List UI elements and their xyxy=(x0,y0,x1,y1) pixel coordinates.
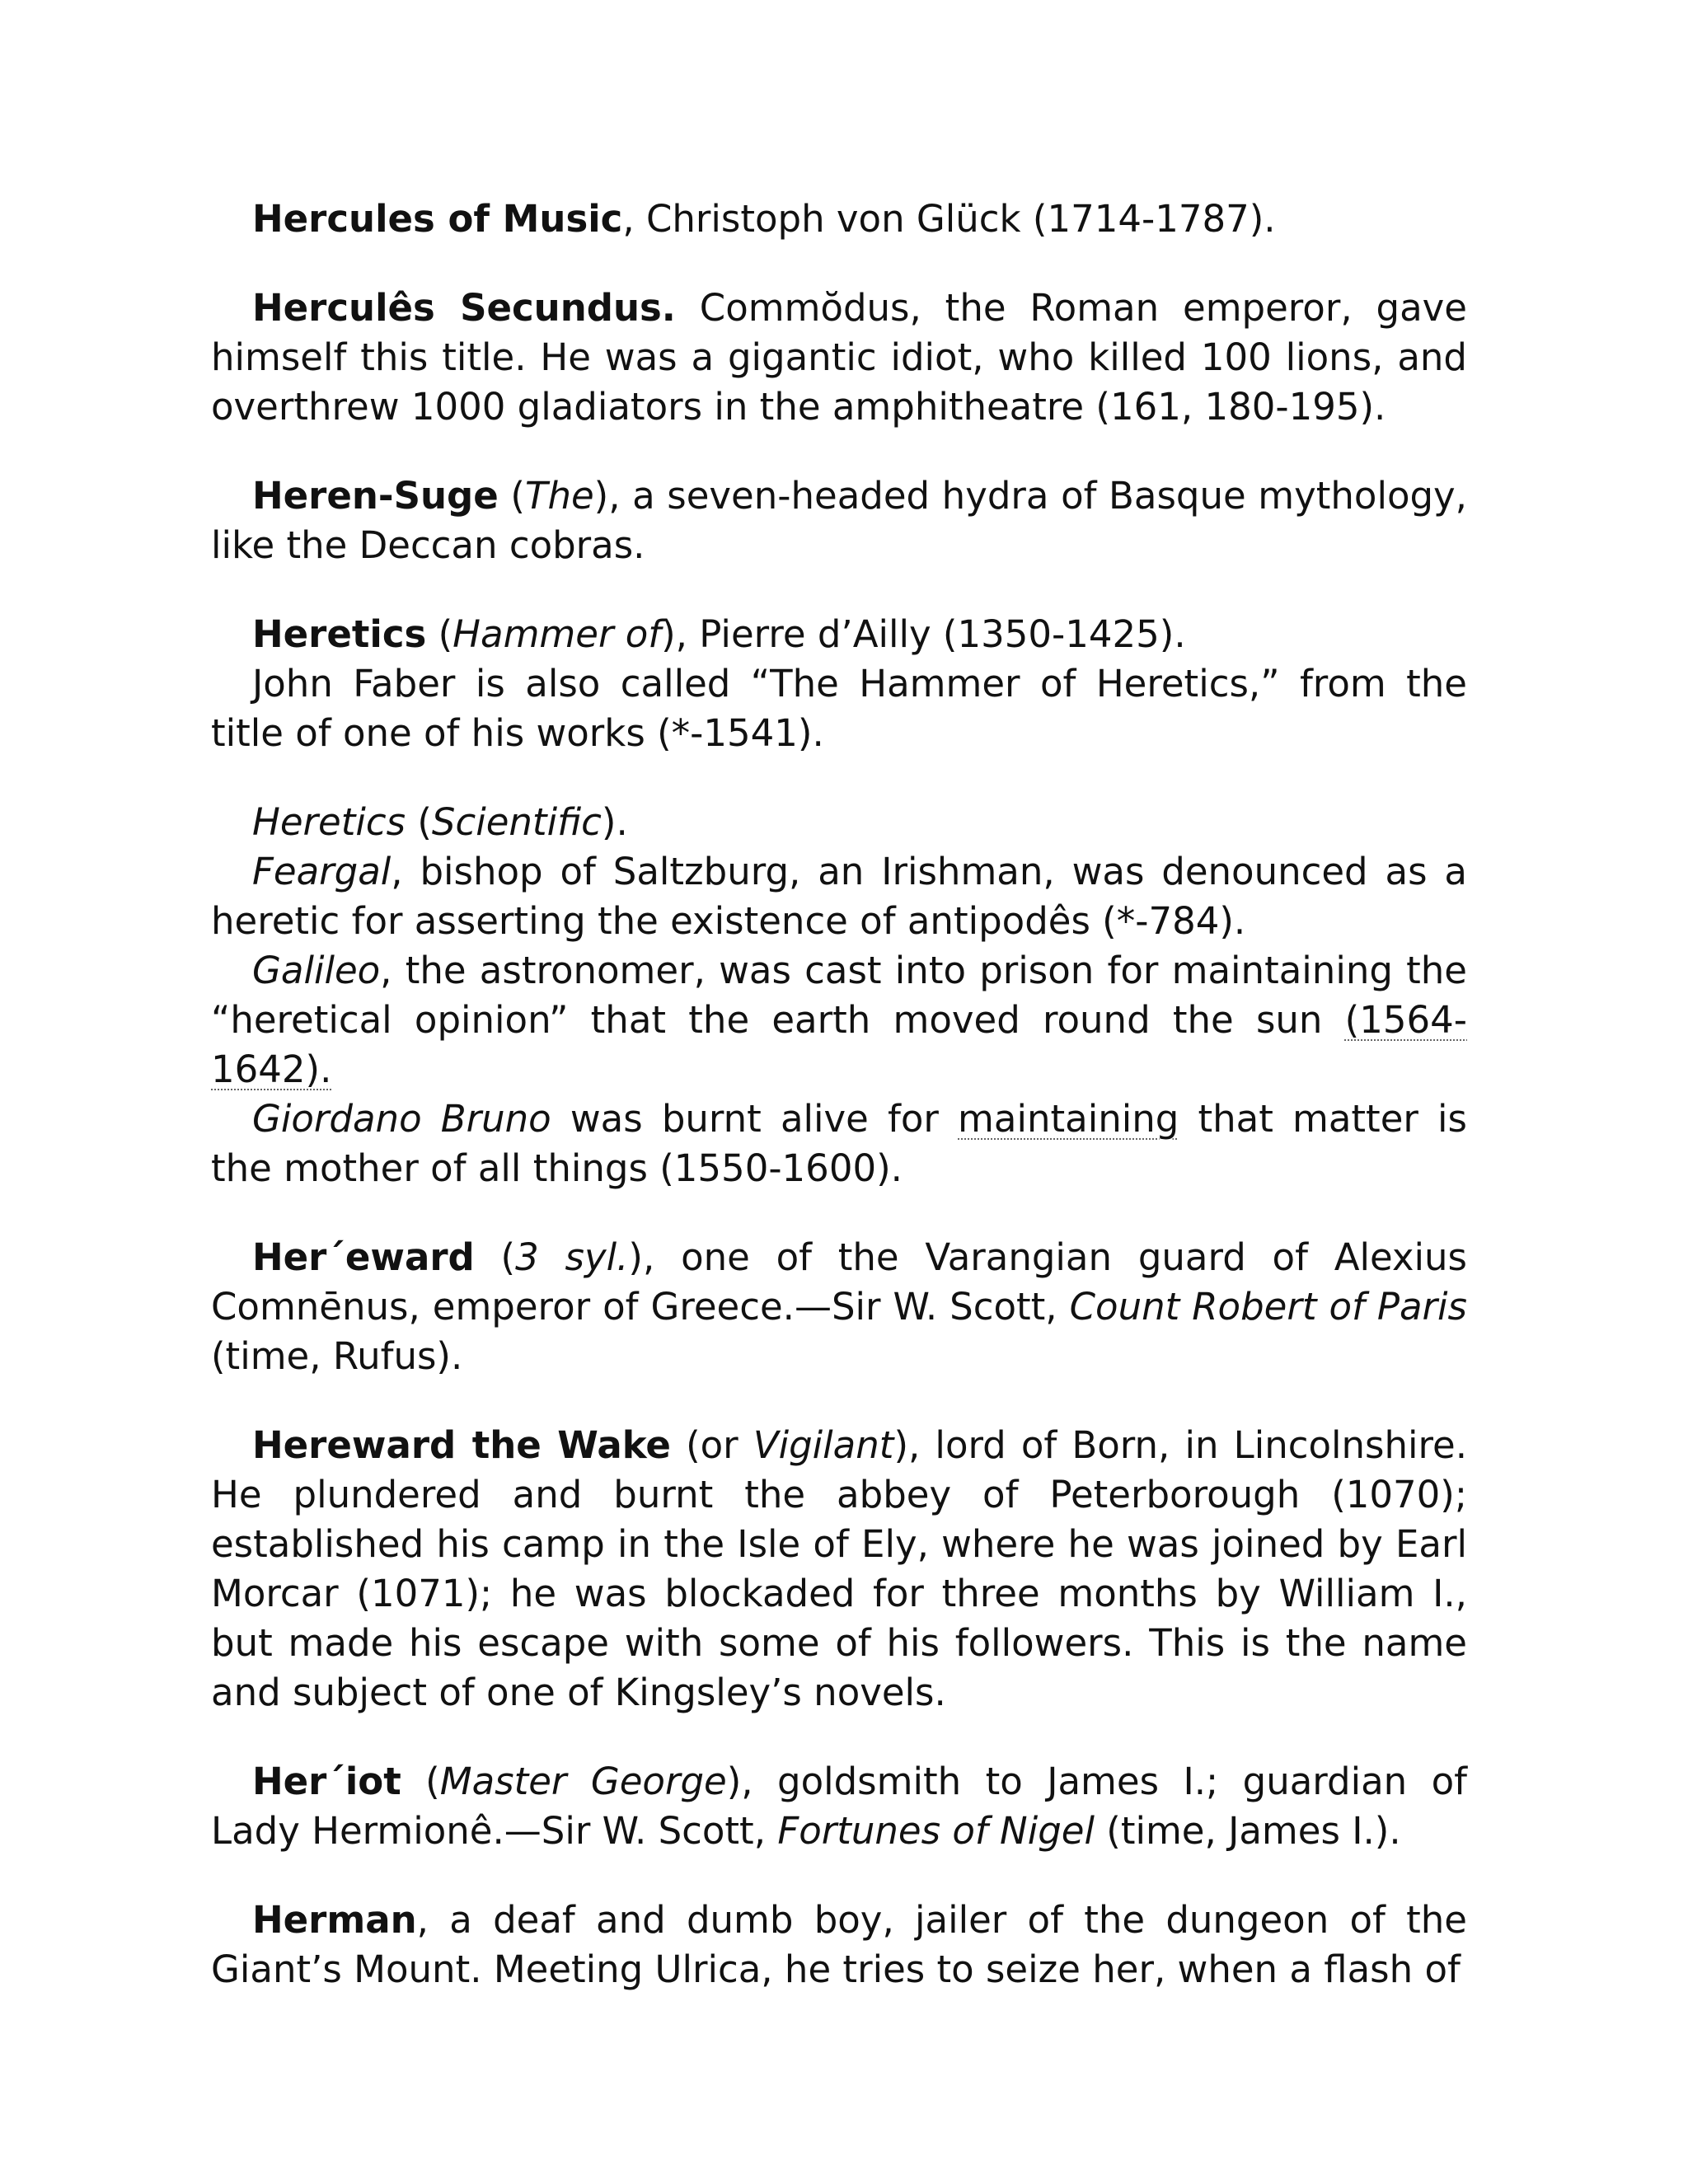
italic-text: 3 syl. xyxy=(515,1235,629,1279)
text-run: ), a seven-headed hydra of Basque mythology, like the Deccan cobras. xyxy=(211,474,1467,567)
paragraph xyxy=(211,946,1467,1094)
paragraph xyxy=(211,798,1467,847)
paragraph xyxy=(211,194,1467,244)
headword: Herculês Secundus. xyxy=(252,286,676,330)
text-run: ( xyxy=(426,612,453,656)
text-run: ). xyxy=(601,800,628,844)
entry-heretics-scientific xyxy=(211,798,1467,1193)
paragraph xyxy=(211,659,1467,758)
entry-heren-suge xyxy=(211,471,1467,570)
headword: Her´iot xyxy=(252,1760,401,1803)
entry-hereward-the-wake xyxy=(211,1421,1467,1718)
text-run: , bishop of Saltzburg, an Irishman, was denounced as a heretic for asserting the existence of antipodês (*-784). xyxy=(211,850,1467,943)
paragraph xyxy=(211,1757,1467,1856)
text-run: John Faber is also called “The Hammer of Heretics,” from the title of one of his works (*-1541). xyxy=(211,662,1467,755)
paragraph xyxy=(211,1896,1467,1994)
italic-text: Count Robert of Paris xyxy=(1069,1285,1468,1329)
dotted-underline-text: maintaining xyxy=(958,1097,1179,1141)
text-run: ), goldsmith to James I.; guardian of Lady Hermionê.—Sir W. Scott, xyxy=(211,1760,1467,1853)
italic-text: Heretics xyxy=(252,800,406,844)
text-run: was burnt alive for xyxy=(551,1097,959,1141)
text-run: that matter is the mother of all things (1550-1600). xyxy=(211,1097,1467,1190)
paragraph xyxy=(211,1233,1467,1381)
text-run: (time, James I.). xyxy=(1094,1809,1401,1853)
italic-text: The xyxy=(524,474,594,518)
headword: Heretics xyxy=(252,612,427,656)
entry-hereward xyxy=(211,1233,1467,1381)
paragraph xyxy=(211,1094,1467,1193)
text-run: ( xyxy=(498,474,525,518)
italic-text: Fortunes of Nigel xyxy=(777,1809,1095,1853)
text-run: , Christoph von Glück (1714-1787). xyxy=(622,197,1276,241)
paragraph xyxy=(211,847,1467,946)
text-run: (time, Rufus). xyxy=(211,1334,463,1378)
headword: Her´eward xyxy=(252,1235,475,1279)
text-run: (or xyxy=(670,1423,753,1467)
italic-text: Galileo xyxy=(252,949,381,992)
paragraph xyxy=(211,471,1467,570)
paragraph xyxy=(211,610,1467,659)
entry-hercules-secundus xyxy=(211,284,1467,432)
text-run: ), Pierre d’Ailly (1350-1425). xyxy=(661,612,1186,656)
entry-herman xyxy=(211,1896,1467,1994)
headword: Herman xyxy=(252,1898,417,1942)
text-run: ( xyxy=(401,1760,440,1803)
italic-text: Vigilant xyxy=(753,1423,894,1467)
paragraph xyxy=(211,1421,1467,1718)
italic-text: Hammer of xyxy=(452,612,662,656)
entry-heretics-hammer xyxy=(211,610,1467,758)
text-run: ( xyxy=(406,800,432,844)
headword: Hereward the Wake xyxy=(252,1423,671,1467)
text-run: , the astronomer, was cast into prison for maintaining the “heretical opinion” that the earth moved round the sun xyxy=(211,949,1467,1042)
entry-heriot xyxy=(211,1757,1467,1856)
italic-text: Scientific xyxy=(431,800,602,844)
text-run: , a deaf and dumb boy, jailer of the dungeon of the Giant’s Mount. Meeting Ulrica, he tries to seize her, when a flash of xyxy=(211,1898,1467,1991)
headword: Heren-Suge xyxy=(252,474,499,518)
document-body xyxy=(211,194,1467,2034)
text-run: ), lord of Born, in Lincolnshire. He plundered and burnt the abbey of Peterborough (1070); established his camp in the Isle of Ely, where he was joined by Earl Morcar (1071); he was blockaded for three months by William I., but made his escape with some of his followers. This is the name and subject of one of Kingsley’s novels. xyxy=(211,1423,1467,1714)
headword: Hercules of Music xyxy=(252,197,623,241)
text-run: ), one of the Varangian guard of Alexius Comnēnus, emperor of Greece.—Sir W. Scott, xyxy=(211,1235,1467,1329)
italic-text: Giordano Bruno xyxy=(252,1097,551,1141)
paragraph xyxy=(211,284,1467,432)
entry-hercules-of-music xyxy=(211,194,1467,244)
italic-text: Master George xyxy=(439,1760,727,1803)
italic-text: Feargal xyxy=(252,850,392,893)
text-run: Commŏdus, the Roman emperor, gave himself this title. He was a gigantic idiot, who killed 100 lions, and overthrew 1000 gladiators in the amphitheatre (161, 180-195). xyxy=(211,286,1467,429)
dotted-underline-text: (1564-1642). xyxy=(211,998,1467,1091)
text-run: ( xyxy=(474,1235,516,1279)
